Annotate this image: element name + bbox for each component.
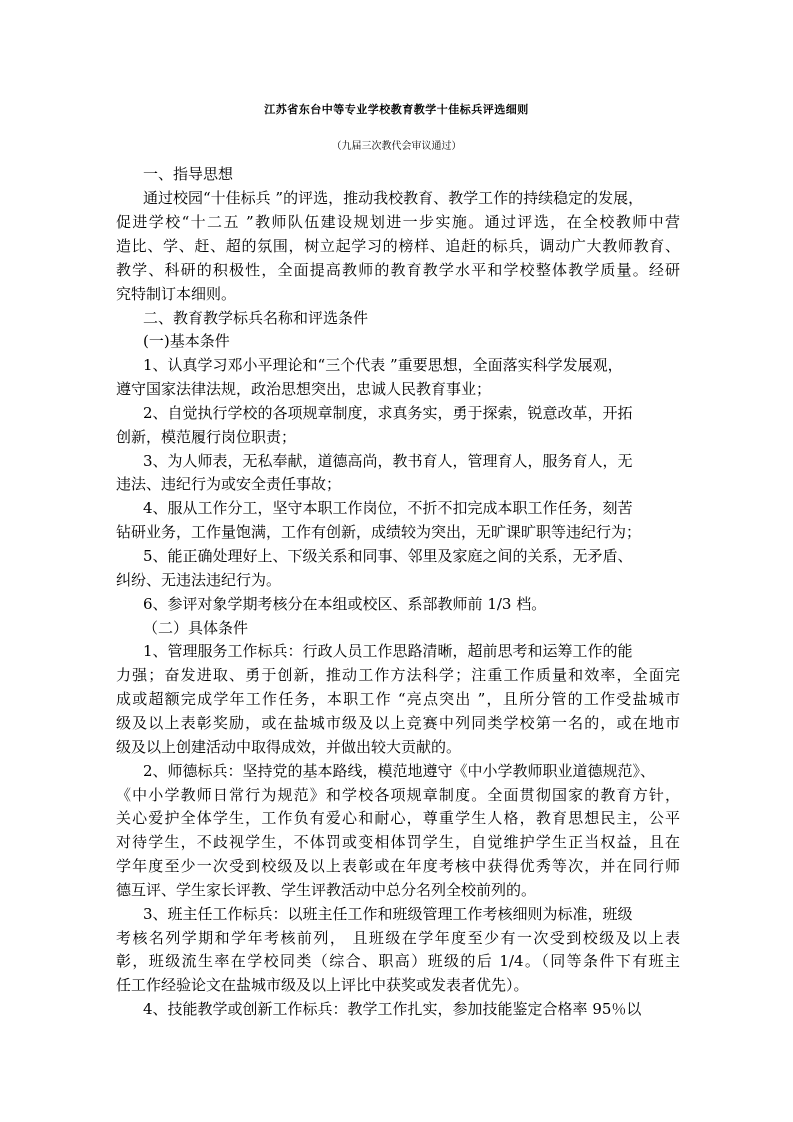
subsection-heading: （二）具体条件: [143, 619, 249, 637]
paragraph-line: 促进学校“十二五 ”教师队伍建设规划进一步实施。通过评选，在全校教师中营: [116, 213, 680, 231]
paragraph-line: 4、服从工作分工，坚守本职工作岗位，不折不扣完成本职工作任务，刻苦: [143, 499, 633, 517]
paragraph-line: 力强；奋发进取、勇于创新，推动工作方法科学；注重工作质量和效率，全面完: [116, 666, 680, 684]
paragraph-line: 级及以上创建活动中取得成效，并做出较大贡献的。: [116, 738, 462, 756]
paragraph-line: 1、管理服务工作标兵：行政人员工作思路清晰，超前思考和运筹工作的能: [143, 642, 633, 660]
paragraph-line: 1、认真学习邓小平理论和“三个代表 ”重要思想，全面落实科学发展观，: [143, 356, 623, 374]
paragraph-line: 纠纷、无违法违纪行为。: [116, 571, 282, 589]
paragraph-line: 4、技能教学或创新工作标兵：教学工作扎实，参加技能鉴定合格率 95％以: [143, 1000, 642, 1018]
paragraph-line: 《中小学教师日常行为规范》和学校各项规章制度。全面贯彻国家的教育方针，: [116, 786, 680, 804]
paragraph-line: 3、为人师表，无私奉献，道德高尚，教书育人，管理育人，服务育人，无: [143, 452, 633, 470]
paragraph-line: 5、能正确处理好上、下级关系和同事、邻里及家庭之间的关系，无矛盾、: [143, 547, 633, 565]
document-subtitle: （九届三次教代会审议通过）: [331, 141, 462, 152]
paragraph-line: 钻研业务，工作量饱满，工作有创新，成绩较为突出，无旷课旷职等违纪行为；: [116, 523, 642, 541]
paragraph-line: 关心爱护全体学生，工作负有爱心和耐心，尊重学生人格，教育思想民主，公平: [116, 809, 680, 827]
paragraph-line: 2、自觉执行学校的各项规章制度，求真务实，勇于探索，锐意改革，开拓: [143, 404, 633, 422]
paragraph-line: 德互评、学生家长评教、学生评教活动中总分名列全校前列的。: [116, 881, 537, 899]
paragraph-line: 遵守国家法律法规，政治思想突出，忠诚人民教育事业；: [116, 380, 492, 398]
paragraph-line: 3、班主任工作标兵：以班主任工作和班级管理工作考核细则为标准，班级: [143, 905, 633, 923]
section-heading: 二、教育教学标兵名称和评选条件: [143, 309, 369, 327]
paragraph-line: 通过校园“十佳标兵 ”的评选，推动我校教育、教学工作的持续稳定的发展，: [143, 189, 644, 207]
paragraph-line: 彰，班级流生率在学校同类（综合、职高）班级的后 1/4。（同等条件下有班主: [116, 952, 680, 970]
section-heading: 一、指导思想: [143, 165, 234, 183]
paragraph-line: 2、师德标兵：坚持党的基本路线，模范地遵守《中小学教师职业道德规范》、: [143, 762, 656, 780]
paragraph-line: 6、参评对象学期考核分在本组或校区、系部教师前 1/3 档。: [143, 595, 547, 613]
subsection-heading: (一)基本条件: [143, 332, 230, 350]
paragraph-line: 学年度至少一次受到校级及以上表彰或在年度考核中获得优秀等次，并在同行师: [116, 857, 680, 875]
paragraph-line: 创新，模范履行岗位职责；: [116, 428, 297, 446]
paragraph-line: 教学、科研的积极性，全面提高教师的教育教学水平和学校整体教学质量。经研: [116, 261, 680, 279]
paragraph-line: 究特制订本细则。: [116, 285, 237, 303]
paragraph-line: 考核名列学期和学年考核前列， 且班级在学年度至少有一次受到校级及以上表: [116, 929, 680, 947]
paragraph-line: 对待学生，不歧视学生，不体罚或变相体罚学生，自觉维护学生正当权益，且在: [116, 833, 680, 851]
document-title: 江苏省东台中等专业学校教育教学十佳标兵评选细则: [264, 103, 529, 116]
paragraph-line: 造比、学、赶、超的氛围，树立起学习的榜样、追赶的标兵，调动广大教师教育、: [116, 237, 680, 255]
paragraph-line: 成或超额完成学年工作任务，本职工作 “亮点突出 ”，且所分管的工作受盐城市: [116, 690, 680, 708]
paragraph-line: 任工作经验论文在盐城市级及以上评比中获奖或发表者优先）。: [116, 976, 529, 994]
paragraph-line: 级及以上表彰奖励，或在盐城市级及以上竞赛中列同类学校第一名的，或在地市: [116, 714, 680, 732]
paragraph-line: 违法、违纪行为或安全责任事故；: [116, 475, 342, 493]
